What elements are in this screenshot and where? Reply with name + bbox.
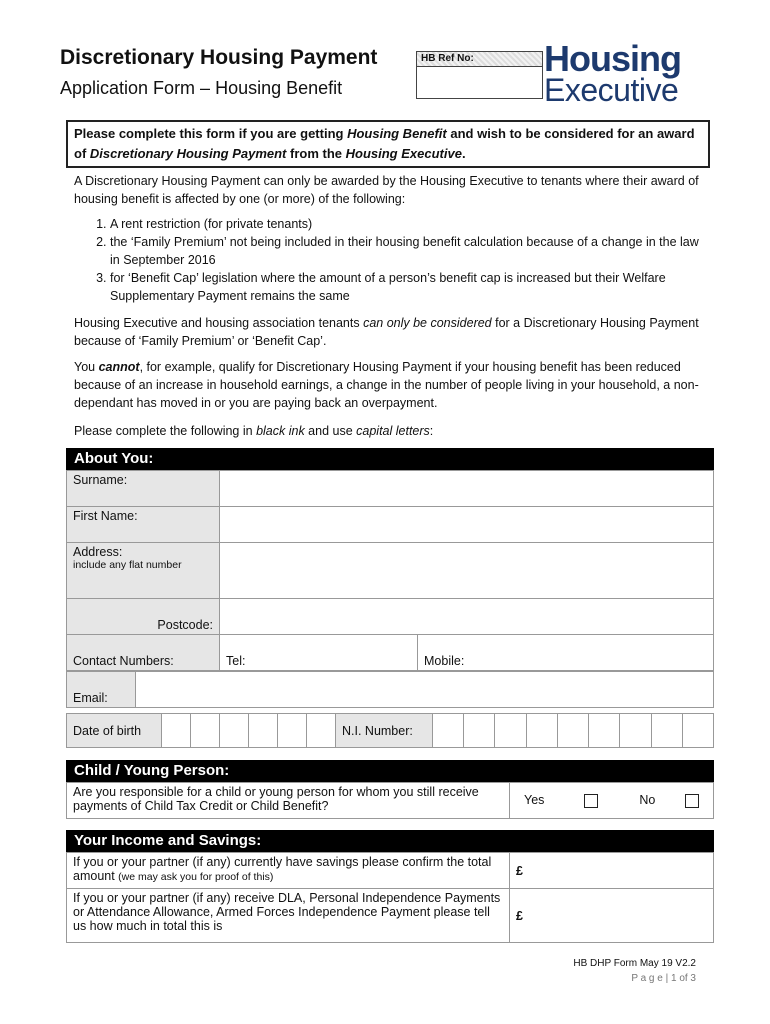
email-table xyxy=(66,671,714,708)
logo-executive: Executive xyxy=(544,72,679,108)
email-label: Email: xyxy=(67,672,136,708)
text: , for example, qualify for Discretionary Housing Payment if your housing benefit has been reduced because of an increase in household earnings, a change in the number of people living in your household, a non-dependant has moved in or you are paying back an overpayment. xyxy=(74,360,699,410)
form-subtitle: Application Form – Housing Benefit xyxy=(60,78,343,98)
pound-sign: £ xyxy=(516,908,523,923)
form-title: Discretionary Housing Payment xyxy=(60,46,378,69)
hb-ref-label: HB Ref No: xyxy=(417,52,542,67)
ni-char-box[interactable] xyxy=(651,714,682,748)
dob-digit-box[interactable] xyxy=(249,714,278,748)
about-header: About You: xyxy=(66,448,714,470)
contact-label: Contact Numbers: xyxy=(67,635,220,671)
surname-label: Surname: xyxy=(67,471,220,507)
list-item: 1. A rent restriction (for private tenants) xyxy=(110,215,704,233)
email-field[interactable] xyxy=(136,672,714,708)
text: Housing Executive and housing association tenants xyxy=(74,316,364,330)
ni-char-box[interactable] xyxy=(433,714,464,748)
notice-text: and wish to be considered for an award of xyxy=(74,126,695,161)
postcode-label: Postcode: xyxy=(67,599,220,635)
yes-label: Yes xyxy=(524,793,545,808)
notice-em: Housing Executive xyxy=(345,146,462,161)
address-label-cell xyxy=(67,543,220,599)
no-label: No xyxy=(639,793,656,808)
text-em: cannot xyxy=(98,360,140,374)
notice-text: Please complete this form if you are getting xyxy=(74,126,348,141)
savings-text: If you or your partner (if any) currently have savings please confirm the total amount xyxy=(73,855,492,883)
text: You xyxy=(74,360,99,374)
mobile-field[interactable] xyxy=(418,635,714,671)
benefit-question: If you or your partner (if any) receive DLA, Personal Independence Payments or Attendance Allowance, Armed Forces Independence Payment please tell us how much in total this is xyxy=(67,889,510,943)
pound-sign: £ xyxy=(516,863,523,878)
ni-char-box[interactable] xyxy=(682,714,713,748)
text: : xyxy=(429,424,434,438)
notice-text: . xyxy=(461,146,466,161)
hb-ref-box[interactable] xyxy=(416,51,543,99)
notice-box xyxy=(66,120,710,168)
dob-digit-box[interactable] xyxy=(220,714,249,748)
mobile-label: Mobile: xyxy=(424,654,465,668)
ni-char-box[interactable] xyxy=(620,714,651,748)
child-answer-cell xyxy=(510,783,714,819)
savings-note: (we may ask you for proof of this) xyxy=(118,871,274,883)
child-question: Are you responsible for a child or young person for whom you still receive payments of Child Tax Credit or Child Benefit? xyxy=(67,783,510,819)
income-header: Your Income and Savings: xyxy=(66,830,714,852)
dob-label: Date of birth xyxy=(67,714,162,748)
about-table xyxy=(66,470,714,671)
form-id: HB DHP Form May 19 V2.2 xyxy=(573,958,696,969)
first-name-field[interactable] xyxy=(220,507,714,543)
ni-label: N.I. Number: xyxy=(336,714,433,748)
address-hint: include any flat number xyxy=(73,559,182,571)
yes-checkbox[interactable] xyxy=(584,794,598,808)
list-item: 3. for ‘Benefit Cap’ legislation where the amount of a person’s benefit cap is increased but their Welfare Supplementary Payment remains the same xyxy=(110,269,704,305)
tenants-paragraph xyxy=(74,314,704,350)
child-header: Child / Young Person: xyxy=(66,760,714,782)
ni-char-box[interactable] xyxy=(464,714,495,748)
address-field[interactable] xyxy=(220,543,714,599)
dob-digit-box[interactable] xyxy=(191,714,220,748)
tel-field[interactable] xyxy=(220,635,418,671)
benefit-amount-field[interactable] xyxy=(510,889,714,943)
savings-amount-field[interactable] xyxy=(510,853,714,889)
dob-digit-box[interactable] xyxy=(307,714,336,748)
notice-text: from the xyxy=(286,146,346,161)
list-item: 2. the ‘Family Premium’ not being included in their housing benefit calculation because of a change in the law in September 2016 xyxy=(110,233,704,269)
dob-ni-row xyxy=(66,713,714,748)
notice-em: Housing Benefit xyxy=(347,126,447,141)
dob-digit-box[interactable] xyxy=(278,714,307,748)
page-number: P a g e | 1 of 3 xyxy=(631,973,696,984)
ni-char-box[interactable] xyxy=(526,714,557,748)
text: for a Discretionary Housing Payment because of ‘Family Premium’ or ‘Benefit Cap’. xyxy=(74,316,699,348)
ni-char-box[interactable] xyxy=(589,714,620,748)
text-em: capital letters xyxy=(356,424,430,438)
logo-housing: Housing xyxy=(544,38,681,79)
ink-instruction xyxy=(74,422,704,440)
tel-label: Tel: xyxy=(226,654,246,668)
text: and use xyxy=(304,424,357,438)
text: Please complete the following in xyxy=(74,424,257,438)
about-section xyxy=(66,448,714,708)
child-section xyxy=(66,760,714,819)
surname-field[interactable] xyxy=(220,471,714,507)
dob-digit-box[interactable] xyxy=(162,714,191,748)
intro-lead: A Discretionary Housing Payment can only be awarded by the Housing Executive to tenants where their award of housing benefit is affected by one (or more) of the following: xyxy=(74,174,699,206)
notice-em: Discretionary Housing Payment xyxy=(89,146,287,161)
no-checkbox[interactable] xyxy=(685,794,699,808)
ni-char-box[interactable] xyxy=(495,714,526,748)
text-em: black ink xyxy=(256,424,305,438)
postcode-field[interactable] xyxy=(220,599,714,635)
ni-char-box[interactable] xyxy=(557,714,588,748)
address-label: Address: xyxy=(73,545,123,559)
savings-question xyxy=(67,853,510,889)
cannot-paragraph xyxy=(74,358,704,412)
income-section xyxy=(66,830,714,943)
criteria-list xyxy=(74,215,704,305)
text-em: can only be considered xyxy=(363,316,492,330)
first-name-label: First Name: xyxy=(67,507,220,543)
